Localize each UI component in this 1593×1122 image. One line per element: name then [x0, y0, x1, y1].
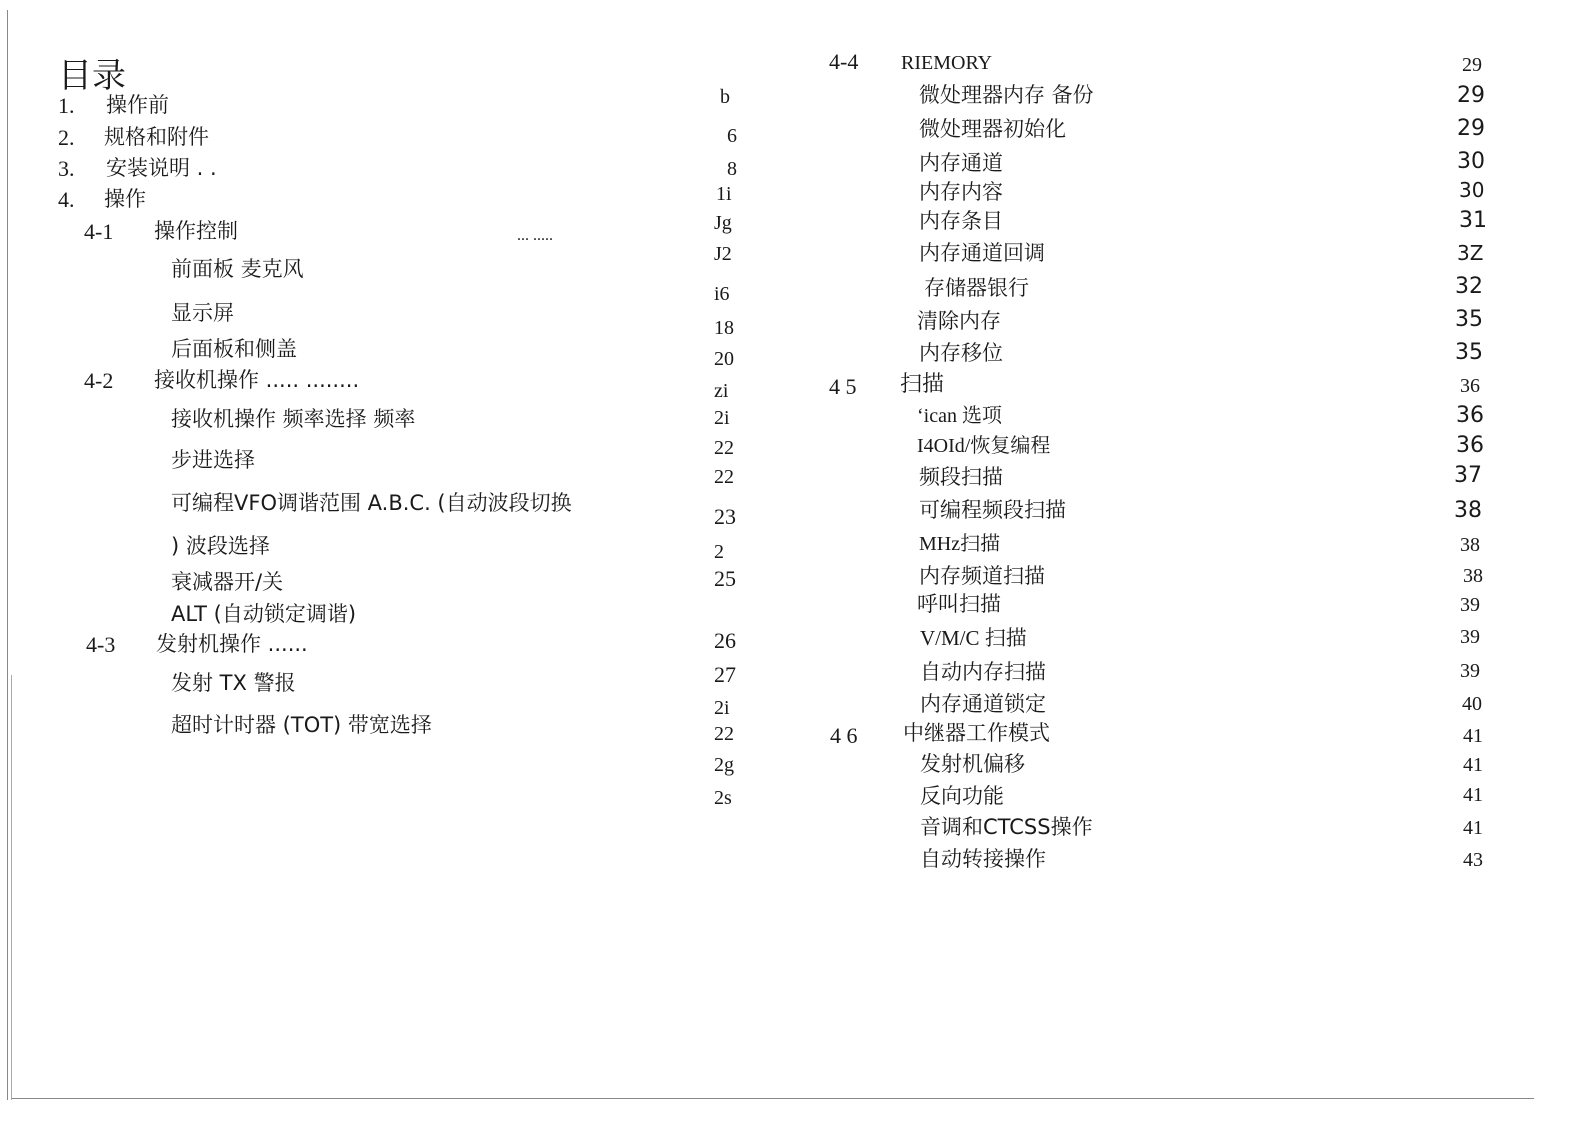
toc-text: 内存频道扫描	[919, 564, 1045, 588]
toc-text: 29	[1457, 83, 1485, 108]
toc-text: 36	[1460, 375, 1480, 397]
toc-text: 4-2	[84, 368, 114, 393]
toc-text: V/M/C 扫描	[920, 626, 1027, 650]
toc-text: 内存通道回调	[919, 241, 1045, 265]
toc-text: 显示屏	[171, 301, 234, 325]
left-margin-rule-inner	[11, 675, 12, 1100]
toc-text: 4-3	[86, 632, 116, 657]
toc-text: 40	[1462, 693, 1482, 715]
toc-text: zi	[714, 380, 729, 402]
toc-text: 41	[1463, 784, 1483, 806]
toc-text: 41	[1463, 725, 1483, 747]
toc-text: 8	[727, 158, 737, 180]
toc-text: i6	[714, 283, 730, 305]
toc-text: 4.	[58, 187, 75, 212]
toc-text: 操作	[104, 187, 146, 211]
toc-text: 38	[1454, 498, 1482, 523]
toc-text: I4OId/恢复编程	[917, 435, 1051, 457]
toc-text: 内存通道锁定	[920, 692, 1046, 716]
toc-text: 27	[714, 662, 736, 687]
toc-text: 2i	[714, 697, 730, 719]
toc-text: 可编程VFO调谐范围 A.B.C. (自动波段切换	[171, 491, 572, 515]
toc-text: 23	[714, 504, 736, 529]
toc-text: 18	[714, 317, 734, 339]
toc-text: 步进选择	[171, 448, 255, 472]
toc-text: 22	[714, 437, 734, 459]
toc-text: 41	[1463, 817, 1483, 839]
toc-text: 35	[1455, 307, 1483, 332]
toc-text: 36	[1456, 433, 1484, 458]
toc-text: 可编程频段扫描	[919, 498, 1066, 522]
toc-text: 微处理器初始化	[919, 117, 1066, 141]
toc-text: 衰减器开/关	[171, 570, 284, 594]
toc-text: 内存通道	[919, 151, 1003, 175]
toc-text: 发射机操作 ......	[156, 632, 308, 656]
toc-text: 39	[1460, 660, 1480, 682]
toc-text: 39	[1460, 594, 1480, 616]
toc-text: 30	[1457, 149, 1485, 174]
toc-text: 22	[714, 723, 734, 745]
toc-text: RIEMORY	[901, 52, 993, 74]
toc-text: 超时计时器 (TOT) 带宽选择	[171, 713, 432, 737]
toc-text: b	[720, 86, 730, 108]
toc-text: 自动转接操作	[920, 847, 1046, 871]
toc-text: 3Z	[1457, 241, 1484, 265]
toc-text: 25	[714, 566, 736, 591]
toc-text: 自动内存扫描	[920, 660, 1046, 684]
toc-text: 38	[1463, 565, 1483, 587]
toc-text: 呼叫扫描	[917, 592, 1001, 616]
toc-text: 2i	[714, 407, 730, 429]
toc-text: 反向功能	[920, 784, 1004, 808]
toc-text: 1i	[716, 183, 732, 205]
toc-text: 操作控制	[154, 219, 238, 243]
toc-text: 频段扫描	[919, 465, 1003, 489]
toc-text: 音调和CTCSS操作	[920, 815, 1093, 839]
toc-text: 37	[1454, 463, 1482, 488]
toc-text: 4-1	[84, 219, 114, 244]
toc-text: ALT (自动锁定调谐)	[171, 602, 357, 626]
toc-text: 发射 TX 警报	[171, 671, 296, 695]
toc-text: J2	[714, 243, 732, 265]
toc-text: 内存移位	[919, 341, 1003, 365]
toc-text: 6	[727, 125, 737, 147]
left-margin-rule	[7, 10, 8, 1100]
toc-text: 35	[1455, 340, 1483, 365]
toc-text: Jg	[714, 212, 732, 234]
toc-text: 4 6	[830, 723, 858, 748]
toc-text: 前面板 麦克风	[171, 257, 304, 281]
toc-text: 内存条目	[919, 209, 1003, 233]
toc-text: 接收机操作 频率选择 频率	[171, 407, 416, 431]
toc-text: 32	[1455, 274, 1483, 299]
toc-text: 4 5	[829, 374, 857, 399]
toc-text: 29	[1462, 54, 1482, 76]
toc-text: 接收机操作 ..... ........	[154, 368, 360, 392]
toc-text: 22	[714, 466, 734, 488]
toc-title: 目录	[58, 56, 126, 96]
toc-text: 4-4	[829, 49, 859, 74]
toc-text: MHz扫描	[919, 533, 1001, 555]
toc-text: ) 波段选择	[171, 534, 270, 558]
toc-text: 2	[714, 541, 724, 563]
toc-text: 微处理器内存 备份	[919, 83, 1094, 107]
toc-text: 1.	[58, 93, 75, 118]
toc-text: ... .....	[517, 227, 553, 244]
toc-text: 2s	[714, 787, 732, 809]
toc-text: 3.	[58, 156, 75, 181]
toc-text: 31	[1459, 208, 1487, 233]
toc-text: 扫描	[900, 372, 945, 397]
toc-text: 发射机偏移	[920, 752, 1025, 776]
toc-text: 后面板和侧盖	[171, 337, 297, 361]
toc-text: 中继器工作模式	[903, 721, 1050, 745]
toc-text: 存储器银行	[924, 276, 1029, 300]
toc-text: ‘ican 选项	[917, 405, 1002, 427]
toc-text: 43	[1463, 849, 1483, 871]
toc-text: 操作前	[106, 93, 169, 117]
toc-text: 29	[1457, 116, 1485, 141]
toc-text: 38	[1460, 534, 1480, 556]
toc-text: 30	[1459, 178, 1485, 202]
toc-text: 安装说明 . .	[106, 156, 217, 180]
toc-text: 20	[714, 348, 734, 370]
toc-text: 41	[1463, 754, 1483, 776]
toc-text: 26	[714, 628, 736, 653]
toc-text: 36	[1456, 403, 1484, 428]
toc-text: 39	[1460, 626, 1480, 648]
bottom-margin-rule	[12, 1098, 1534, 1099]
toc-text: 内存内容	[919, 180, 1003, 204]
toc-text: 清除内存	[917, 309, 1001, 333]
toc-text: 2g	[714, 754, 734, 776]
toc-text: 2.	[58, 125, 75, 150]
toc-text: 规格和附件	[104, 125, 209, 149]
